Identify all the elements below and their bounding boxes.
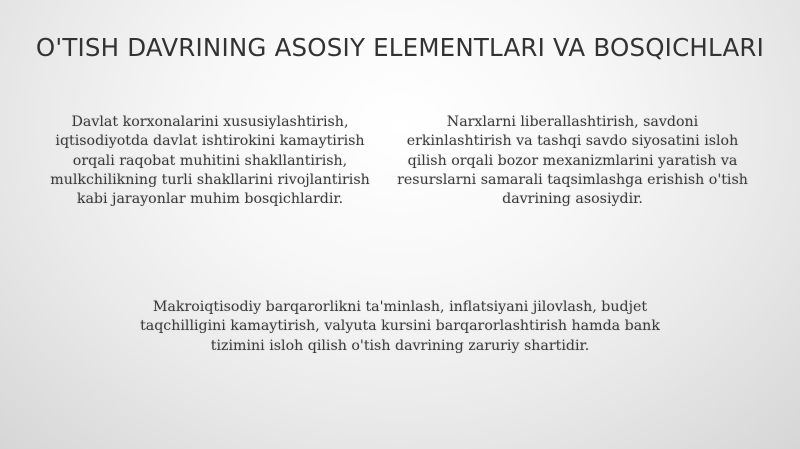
paragraph-macro-stability: Makroiqtisodiy barqarorlikni ta'minlash, inflatsiyani jilovlash, budjet taqchilligini kamaytirish, valyuta kursini barqarorlashtirish hamda bank tizimini isloh qilish o'tish davrining zaruriy shartidir.	[140, 299, 660, 354]
slide-title: O'TISH DAVRINING ASOSIY ELEMENTLARI VA BOSQICHLARI	[35, 33, 765, 62]
paragraph-privatization: Davlat korxonalarini xususiylashtirish, iqtisodiyotda davlat ishtirokini kamaytirish orqali raqobat muhitini shakllantirish, mulkchilikning turli shakllarini rivojlantirish kabi jarayonlar muhim bosqichlardir.	[50, 114, 370, 208]
paragraph-liberalization: Narxlarni liberallashtirish, savdoni erkinlashtirish va tashqi savdo siyosatini isloh qilish orqali bozor mexanizmlarini yaratish va resurslarni samarali taqsimlashga erishish o'tish davrining asosiydir.	[397, 114, 748, 208]
